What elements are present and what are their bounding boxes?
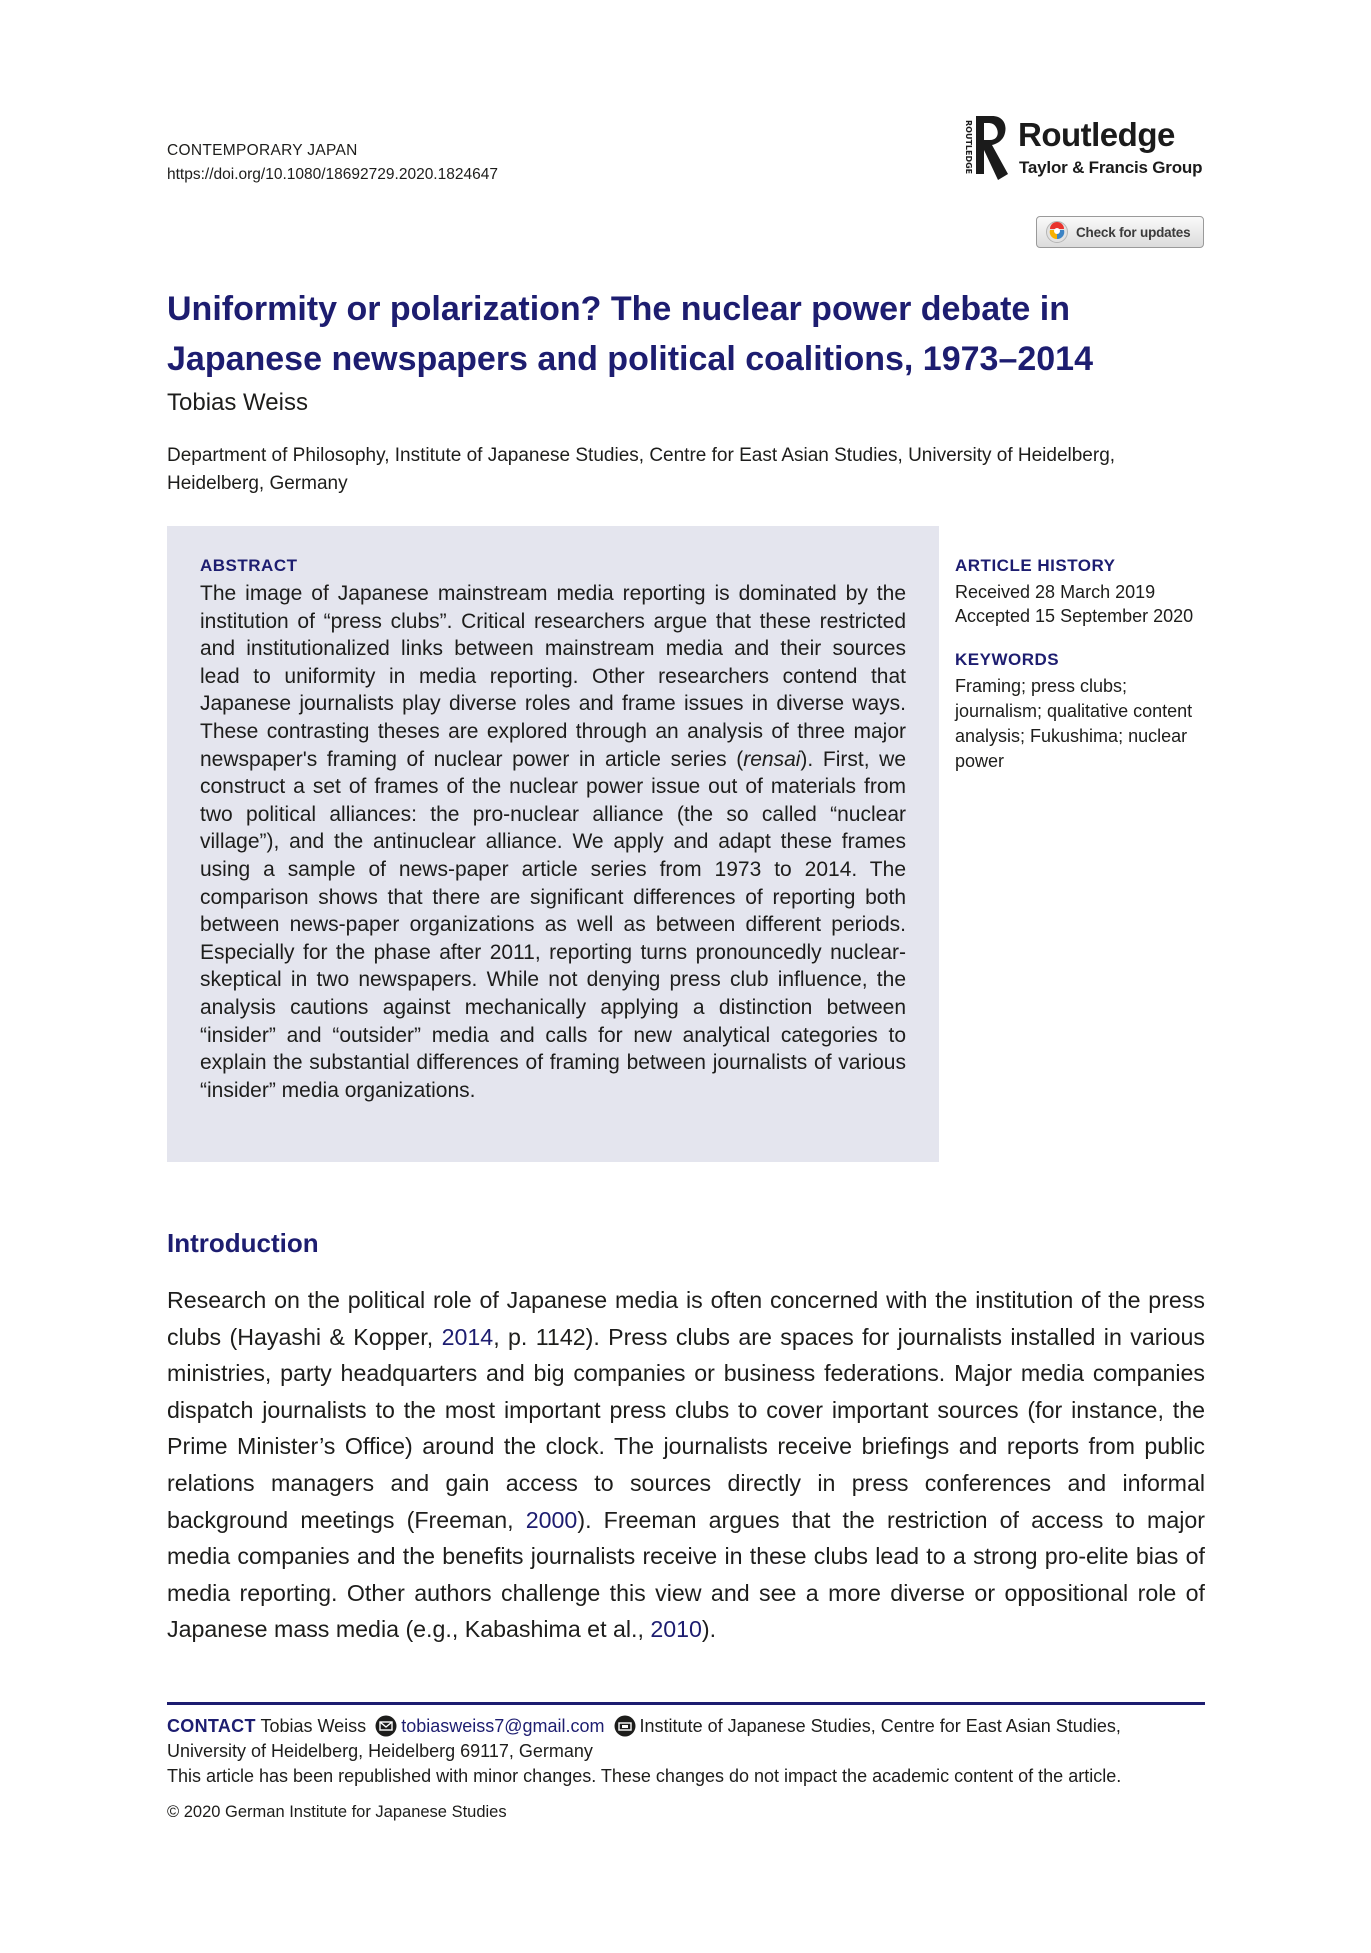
routledge-r-icon — [958, 112, 1012, 184]
abstract-italic-term: rensai — [743, 747, 801, 771]
article-title: Uniformity or polarization? The nuclear power debate in Japanese newspapers and political coalitions, 1973–2014 — [167, 290, 1093, 378]
citation-link[interactable]: 2010 — [650, 1616, 702, 1643]
abstract-heading: ABSTRACT — [200, 556, 298, 575]
citation-link[interactable]: 2000 — [525, 1506, 578, 1533]
check-for-updates-label: Check for updates — [1076, 224, 1191, 240]
copyright-notice: © 2020 German Institute for Japanese Studies — [167, 1803, 507, 1821]
contact-line — [167, 1714, 1217, 1739]
introduction-heading: Introduction — [167, 1228, 319, 1258]
accepted-date: Accepted 15 September 2020 — [955, 606, 1194, 626]
crossmark-icon — [1045, 220, 1069, 244]
article-author: Tobias Weiss — [167, 389, 308, 416]
address-icon — [614, 1715, 636, 1737]
publisher-group: Taylor & Francis Group — [1019, 158, 1203, 177]
doi-link[interactable]: https://doi.org/10.1080/18692729.2020.1824647 — [167, 166, 498, 183]
contact-email-link[interactable]: tobiasweiss7@gmail.com — [401, 1716, 605, 1736]
journal-name: CONTEMPORARY JAPAN — [167, 142, 358, 159]
republication-note: This article has been republished with minor changes. These changes do not impact the academic content of the article. — [167, 1766, 1122, 1786]
keywords-list: Framing; press clubs; journalism; qualitative content analysis; Fukushima; nuclear power — [955, 676, 1193, 771]
citation-link[interactable]: 2014 — [441, 1323, 494, 1350]
publisher-name: Routledge — [1018, 116, 1175, 153]
article-history-heading: ARTICLE HISTORY — [955, 556, 1116, 575]
keywords-heading: KEYWORDS — [955, 650, 1060, 669]
email-icon — [375, 1715, 397, 1737]
contact-address: Institute of Japanese Studies, Centre for East Asian Studies, — [639, 1716, 1121, 1736]
contact-name: Tobias Weiss — [260, 1716, 367, 1736]
received-date: Received 28 March 2019 — [955, 582, 1156, 602]
svg-text:ROUTLEDGE: ROUTLEDGE — [964, 120, 973, 175]
check-for-updates-button[interactable] — [1036, 216, 1204, 248]
contact-label: CONTACT — [167, 1716, 256, 1736]
contact-address-line2: University of Heidelberg, Heidelberg 69117, Germany — [167, 1741, 593, 1761]
author-affiliation: Department of Philosophy, Institute of Japanese Studies, Centre for East Asian Studies, University of Heidelberg, Heidelberg, Germany — [167, 445, 1116, 494]
footer-divider — [167, 1702, 1205, 1705]
introduction-paragraph: Research on the political role of Japanese media is often concerned with the institution of the press clubs (Hayashi & Kopper, 2014, p. 1142). Press clubs are spaces for journalists installed in various ministries, party headquarters and big companies or business federations. Major media companies dispatch journalists to the most important press clubs to cover important sources (for instance, the Prime Minister’s Office) around the clock. The journalists receive briefings and reports from public relations managers and gain access to sources directly in press conferences and informal background meetings (Freeman, 2000). Freeman argues that the restriction of access to major media companies and the benefits journalists receive in these clubs lead to a strong pro-elite bias of media reporting. Other authors challenge this view and see a more diverse or oppositional role of Japanese mass media (e.g., Kabashima et al., 2010). — [167, 1287, 1205, 1643]
abstract-text: The image of Japanese mainstream media reporting is dominated by the institution of “press clubs”. Critical researchers argue that these restricted and institutionalized links between mainstream media and their sources lead to uniformity in media reporting. Other researchers contend that Japanese journalists play diverse roles and frame issues in diverse ways. These contrasting theses are explored through an analysis of three major newspaper's framing of nuclear power in article series (rensai). First, we construct a set of frames of the nuclear power issue out of materials from two political alliances: the pro-nuclear alliance (the so called “nuclear village”), and the antinuclear alliance. We apply and adapt these frames using a sample of news-paper article series from 1973 to 2014. The comparison shows that there are significant differences of reporting both between news-paper organizations as well as between different periods. Especially for the phase after 2011, reporting turns pronouncedly nuclear-skeptical in two newspapers. While not denying press club influence, the analysis cautions against mechanically applying a distinction between “insider” and “outsider” media and calls for new analytical categories to explain the substantial differences of framing between journalists of various “insider” media organizations. — [200, 582, 906, 1102]
routledge-logo — [958, 112, 1208, 184]
